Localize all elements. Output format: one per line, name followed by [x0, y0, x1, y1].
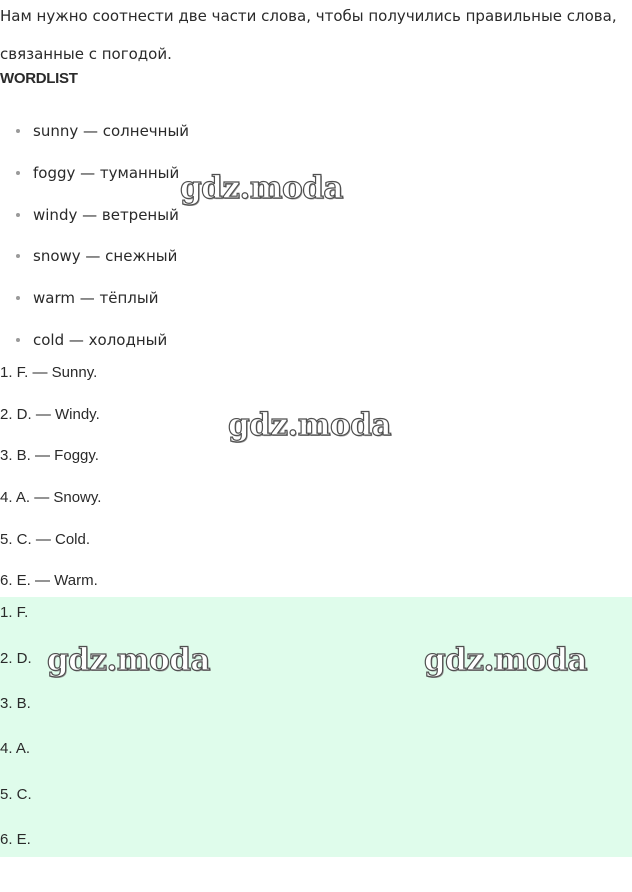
watermark-logo: gdz.moda	[180, 170, 343, 206]
bullet-icon	[16, 171, 20, 175]
answer-box-row: 2. D.	[0, 650, 32, 667]
answer-row: 4. A. — Snowy.	[0, 489, 102, 507]
list-item-text: warm — тёплый	[33, 289, 159, 308]
answer-row: 3. B. — Foggy.	[0, 447, 99, 465]
bullet-icon	[16, 338, 20, 342]
answer-row: 6. E. — Warm.	[0, 572, 98, 590]
wordlist	[16, 120, 189, 371]
list-item-text: windy — ветреный	[33, 205, 179, 224]
answer-row: 5. C. — Cold.	[0, 530, 91, 548]
watermark-logo: gdz.moda	[228, 407, 391, 443]
intro-line-1: Нам нужно соотнести две части слова, чтобы получились правильные слова,	[0, 7, 617, 25]
list-item	[16, 287, 189, 329]
bullet-icon	[16, 254, 20, 258]
bullet-icon	[16, 296, 20, 300]
answer-box-row: 6. E.	[0, 831, 31, 848]
bullet-icon	[16, 213, 20, 217]
intro-line-2: связанные с погодой.	[0, 45, 172, 63]
answer-box	[0, 597, 632, 857]
intro-text	[0, 0, 632, 73]
bullet-icon	[16, 129, 20, 133]
list-item	[16, 162, 189, 204]
list-item	[16, 204, 189, 246]
watermark-logo: gdz.moda	[424, 642, 587, 678]
answer-box-row: 5. C.	[0, 786, 32, 803]
list-item	[16, 245, 189, 287]
list-item-text: foggy — туманный	[33, 163, 180, 182]
list-item-text: sunny — солнечный	[33, 122, 190, 140]
answer-box-row: 3. B.	[0, 695, 31, 712]
answer-box-row: 1. F.	[0, 604, 29, 621]
wordlist-heading: WORDLIST	[0, 70, 78, 87]
answers-list	[0, 362, 101, 612]
answer-row: 1. F. — Sunny.	[0, 364, 98, 381]
list-item-text: snowy — снежный	[33, 247, 178, 266]
answer-box-row: 4. A.	[0, 740, 31, 757]
list-item-text: cold — холодный	[33, 330, 168, 349]
watermark-logo: gdz.moda	[47, 642, 210, 678]
answer-row: 2. D. — Windy.	[0, 405, 100, 423]
list-item	[16, 120, 189, 162]
